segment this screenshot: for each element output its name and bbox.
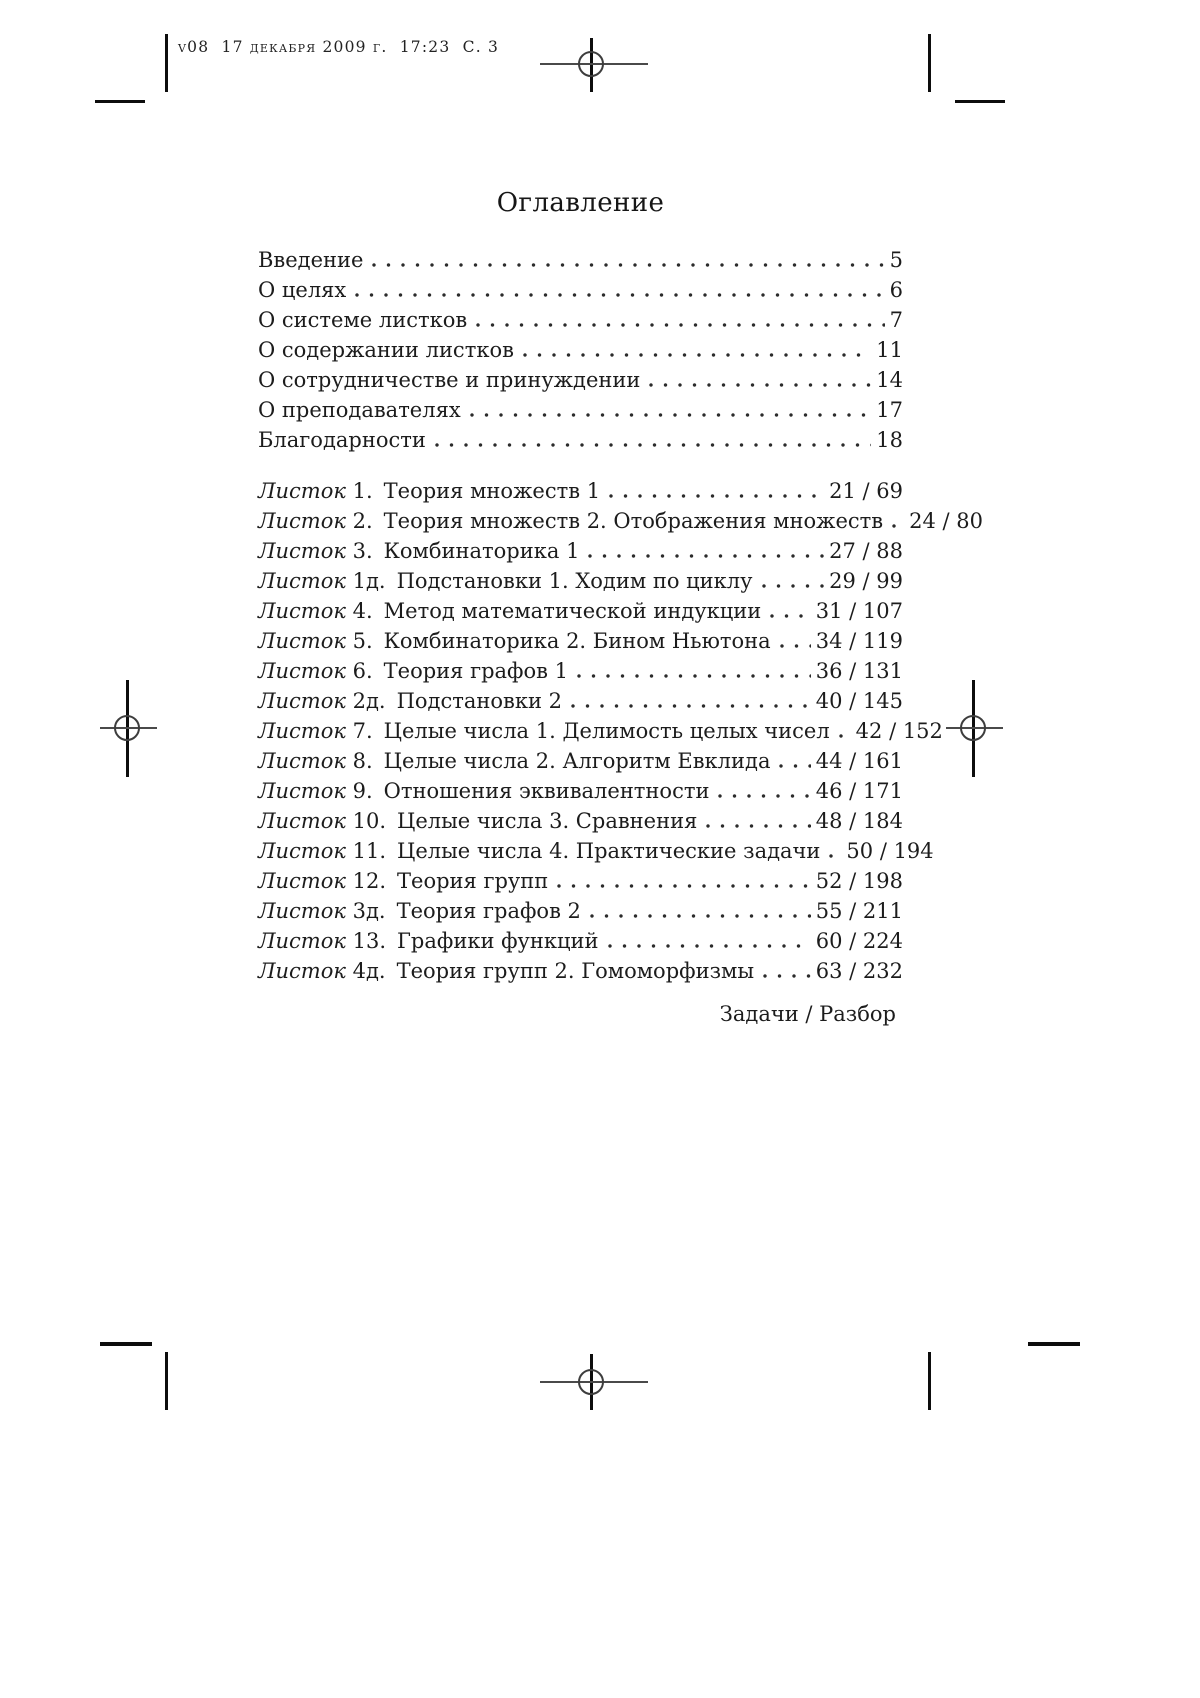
sheet-entry-label [258,836,820,866]
sheet-entry-label [258,746,770,776]
sheet-title: Теория графов 2 [396,899,581,923]
dot-leader [435,443,871,447]
page-number: 6 [889,278,903,302]
dot-leader [763,974,811,978]
dot-leader [779,764,810,768]
toc-row [258,425,903,455]
sheet-entry-label [258,596,761,626]
dot-leader [609,494,824,498]
page-number-pair: 50 / 194 [846,839,934,863]
toc-row-sheet [258,476,903,506]
sheet-number: 7. [352,719,373,743]
sheet-number: 3. [352,539,373,563]
sheet-number: 5. [352,629,373,653]
registration-mark-left-circle [114,715,140,741]
page-number-pair: 36 / 131 [815,659,903,683]
dot-leader [571,704,811,708]
sheet-word: Листок [258,599,346,623]
sheet-entry-label [258,476,600,506]
sheet-entry-label [258,956,754,986]
toc-row-sheet [258,896,903,926]
toc-row-sheet [258,926,903,956]
page-number-pair: 21 / 69 [829,479,903,503]
sheet-word: Листок [258,839,346,863]
sheet-number: 3д. [352,899,386,923]
sheet-word: Листок [258,719,346,743]
page-number-pair: 24 / 80 [909,509,983,533]
sheet-entry-label [258,806,697,836]
sheet-number: 1. [352,479,373,503]
sheet-entry-label [258,626,771,656]
registration-mark-right-circle [960,715,986,741]
sheet-title: Теория групп [397,869,549,893]
page-number: 5 [889,248,903,272]
toc-row [258,275,903,305]
sheet-number: 2д. [352,689,386,713]
toc-row-sheet [258,716,943,746]
sheet-entry-label [258,926,599,956]
page-number-pair: 34 / 119 [815,629,903,653]
sheet-word: Листок [258,479,346,503]
toc-row-sheet [258,506,983,536]
sheet-word: Листок [258,509,346,533]
dot-leader [762,584,825,588]
toc-entry-label: Благодарности [258,428,426,452]
sheet-word: Листок [258,569,346,593]
sheet-entry-label [258,686,562,716]
page-title: Оглавление [496,188,665,218]
page-number: 7 [889,308,903,332]
toc-row [258,245,903,275]
sheet-word: Листок [258,629,346,653]
sheet-number: 4. [352,599,373,623]
sheet-word: Листок [258,899,346,923]
sheet-title: Теория групп 2. Гомоморфизмы [396,959,755,983]
toc-row-sheet [258,686,903,716]
sheet-number: 8. [352,749,373,773]
toc-row-sheet [258,836,934,866]
toc-row-sheet [258,776,903,806]
page-number-pair: 52 / 198 [815,869,903,893]
sheet-title: Теория множеств 1 [383,479,601,503]
dot-leader [372,263,884,267]
dot-leader [892,524,904,528]
toc-row-sheet [258,746,903,776]
sheet-title: Подстановки 2 [396,689,562,713]
toc-row [258,365,903,395]
toc-row-sheet [258,806,903,836]
toc-row-sheet [258,656,903,686]
dot-leader [608,944,811,948]
page-number-pair: 55 / 211 [815,899,903,923]
sheet-word: Листок [258,959,346,983]
toc-row-sheet [258,536,903,566]
crop-mark-top-left-vertical [165,34,168,92]
page-number: 17 [876,398,903,422]
toc-row-sheet [258,866,903,896]
toc-row [258,395,903,425]
dot-leader [577,674,811,678]
page-number-pair: 44 / 161 [815,749,903,773]
crop-mark-top-right-tick [955,100,1005,103]
page-number-pair: 46 / 171 [815,779,903,803]
registration-mark-bottom-circle [578,1369,604,1395]
sheet-entry-label [258,506,883,536]
crop-mark-bottom-left-tick [100,1342,152,1346]
proof-header: v08 17 декабря 2009 г. 17:23 С. 3 [178,38,500,56]
dot-leader [829,854,841,858]
page-number: 14 [876,368,903,392]
sheet-number: 2. [352,509,373,533]
sheet-entry-label [258,866,548,896]
sheet-entry-label [258,566,753,596]
sheet-word: Листок [258,689,346,713]
sheet-entry-label [258,896,581,926]
dot-leader [649,383,871,387]
sheet-number: 9. [352,779,373,803]
dot-leader [718,794,810,798]
sheet-word: Листок [258,539,346,563]
dot-leader [476,323,884,327]
sheet-entry-label [258,716,830,746]
dot-leader [780,644,811,648]
page-number-pair: 42 / 152 [855,719,943,743]
toc-row-sheet [258,956,903,986]
dot-leader [523,353,871,357]
toc-row [258,305,903,335]
sheet-word: Листок [258,749,346,773]
sheet-title: Графики функций [397,929,599,953]
crop-mark-top-left-tick [95,100,145,103]
sheet-word: Листок [258,809,346,833]
dot-leader [557,884,811,888]
sheet-word: Листок [258,779,346,803]
page-number-pair: 29 / 99 [829,569,903,593]
dot-leader [470,413,872,417]
sheet-title: Целые числа 2. Алгоритм Евклида [383,749,771,773]
dot-leader [355,293,884,297]
sheet-list [258,476,983,986]
page-number-pair: 27 / 88 [829,539,903,563]
sheet-number: 1д. [352,569,386,593]
crop-mark-bottom-left-vertical [165,1352,168,1410]
sheet-word: Листок [258,929,346,953]
sheet-word: Листок [258,869,346,893]
dot-leader [590,914,811,918]
dot-leader [839,734,851,738]
sheet-number: 4д. [352,959,386,983]
sheet-title: Целые числа 1. Делимость целых чисел [383,719,830,743]
dot-leader [588,554,824,558]
sheet-title: Отношения эквивалентности [383,779,710,803]
toc-row-sheet [258,596,903,626]
toc-entry-label: О системе листков [258,308,468,332]
toc-entry-label: О содержании листков [258,338,514,362]
legend-tasks-analysis: Задачи / Разбор [719,1002,896,1026]
page-number-pair: 60 / 224 [815,929,903,953]
page-number-pair: 48 / 184 [815,809,903,833]
sheet-number: 10. [352,809,387,833]
dot-leader [706,824,810,828]
toc-row-sheet [258,566,903,596]
toc-row [258,335,903,365]
crop-mark-top-right-vertical [928,34,931,92]
registration-mark-top-circle [578,51,604,77]
sheet-word: Листок [258,659,346,683]
sheet-number: 11. [352,839,387,863]
sheet-entry-label [258,776,709,806]
sheet-title: Комбинаторика 1 [383,539,580,563]
dot-leader [770,614,811,618]
sheet-entry-label [258,656,568,686]
page-number: 11 [876,338,903,362]
page-number-pair: 31 / 107 [815,599,903,623]
sheet-number: 12. [352,869,387,893]
page-number-pair: 63 / 232 [815,959,903,983]
sheet-title: Теория графов 1 [383,659,569,683]
toc-entry-label: О сотрудничестве и принуждении [258,368,641,392]
sheet-title: Подстановки 1. Ходим по циклу [396,569,753,593]
sheet-title: Метод математической индукции [383,599,762,623]
toc-row-sheet [258,626,903,656]
page-number: 18 [876,428,903,452]
crop-mark-bottom-right-tick [1028,1342,1080,1346]
page-number-pair: 40 / 145 [815,689,903,713]
sheet-title: Комбинаторика 2. Бином Ньютона [383,629,771,653]
toc-entry-label: О целях [258,278,347,302]
sheet-number: 6. [352,659,373,683]
sheet-title: Целые числа 4. Практические задачи [397,839,821,863]
page-content [258,188,983,1026]
sheet-number: 13. [352,929,387,953]
toc-entry-label: Введение [258,248,364,272]
sheet-title: Теория множеств 2. Отображения множеств [383,509,884,533]
toc-entry-label: О преподавателях [258,398,461,422]
crop-mark-bottom-right-vertical [928,1352,931,1410]
sheet-title: Целые числа 3. Сравнения [397,809,698,833]
front-matter-list [258,245,903,455]
sheet-entry-label [258,536,579,566]
